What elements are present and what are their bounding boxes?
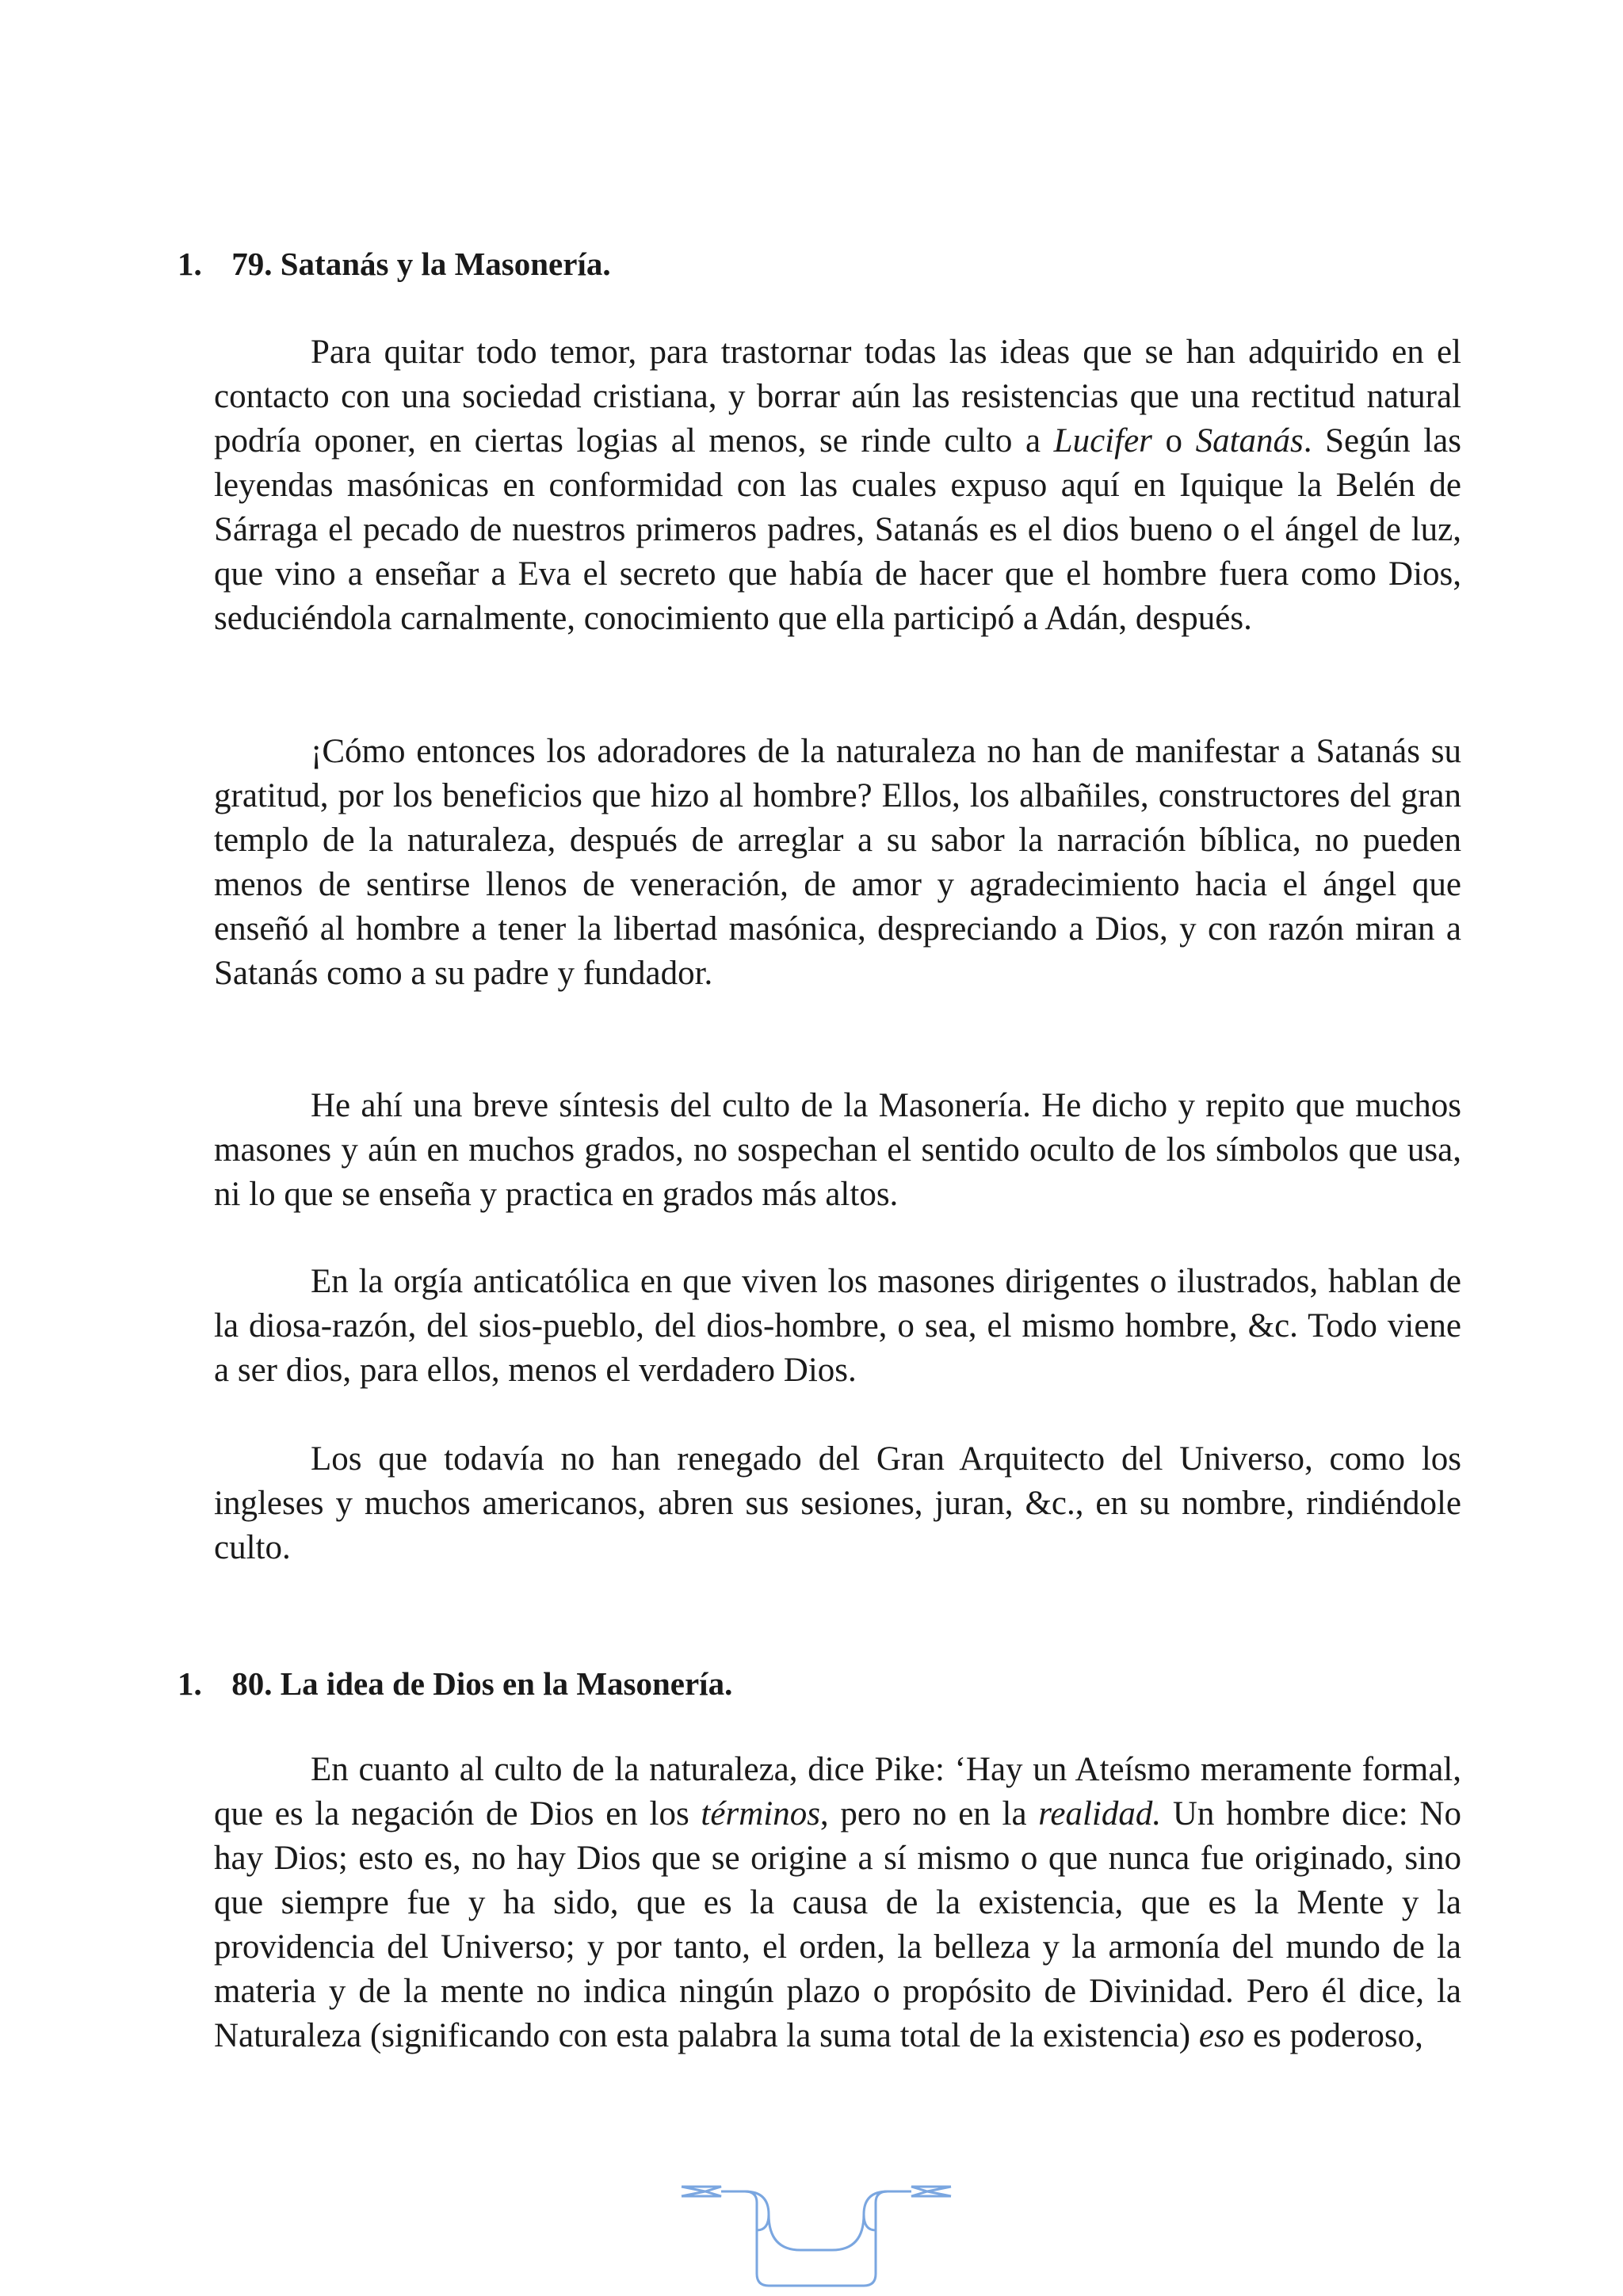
paragraph: ¡Cómo entonces los adoradores de la naturaleza no han de manifestar a Satanás su gratitud, por los beneficios que hizo al hombre? Ellos, los albañiles, constructores del gran templo de la naturaleza, después de arreglar a su sabor la narración bíblica, no pueden menos de sentirse llenos de veneración, de amor y agradecimiento hacia el ángel que enseñó al hombre a tener la libertad masónica, despreciando a Dios, y con razón miran a Satanás como a su padre y fundador.	[214, 733, 1461, 992]
italic-term: Satanás	[1195, 422, 1304, 460]
section-heading-80	[178, 1661, 1461, 1706]
italic-term: Lucifer	[1053, 422, 1152, 460]
paragraph-text: En cuanto al culto de la naturaleza, dice Pike: ‘Hay un Ateísmo meramente formal, que es la negación de Dios en los	[214, 1751, 1461, 1833]
paragraph	[214, 1748, 1461, 2058]
paragraph: En la orgía anticatólica en que viven los masones dirigentes o ilustrados, hablan de la diosa-razón, del sios-pueblo, del dios-hombre, o sea, el mismo hombre, &c. Todo viene a ser dios, para ellos, menos el verdadero Dios.	[214, 1263, 1461, 1389]
italic-term: realidad.	[1038, 1795, 1162, 1833]
section-number: 1.	[178, 1665, 202, 1702]
paragraph-text: o	[1151, 422, 1196, 460]
paragraph-text: Un hombre dice: No hay Dios; esto es, no hay Dios que se origine a sí mismo o que nunca fue originado, sino que siempre fue y ha sido, que es la causa de la existencia, que es la Mente y la providencia del Universo; y por tanto, el orden, la belleza y la armonía del mundo de la materia y de la mente no indica ningún plazo o propósito de Divinidad. Pero él dice, la Naturaleza (significando con esta palabra la suma total de la existencia)	[214, 1795, 1461, 2054]
paragraph-text: es poderoso,	[1244, 2017, 1423, 2054]
section-heading-79	[178, 242, 1461, 286]
italic-term: términos	[701, 1795, 820, 1833]
italic-term: eso	[1198, 2017, 1245, 2054]
page-number-ornament-icon	[674, 2171, 959, 2290]
paragraph-text: . Según las leyendas masónicas en conformidad con las cuales expuso aquí en Iquique la Belén de Sárraga el pecado de nuestros primeros padres, Satanás es el dios bueno o el ángel de luz, que vino a enseñar a Eva el secreto que había de hacer que el hombre fuera como Dios, seduciéndola carnalmente, conocimiento que ella participó a Adán, después.	[214, 422, 1461, 637]
section-title: 79. Satanás y la Masonería.	[231, 246, 611, 282]
paragraph: Los que todavía no han renegado del Gran Arquitecto del Universo, como los ingleses y muchos americanos, abren sus sesiones, juran, &c., en su nombre, rindiéndole culto.	[214, 1440, 1461, 1566]
section-title: 80. La idea de Dios en la Masonería.	[231, 1665, 733, 1702]
paragraph-text: , pero no en la	[819, 1795, 1039, 1833]
section-number: 1.	[178, 246, 202, 282]
paragraph	[214, 330, 1461, 641]
paragraph-text: Para quitar todo temor, para trastornar todas las ideas que se han adquirido en el contacto con una sociedad cristiana, y borrar aún las resistencias que una rectitud natural podría oponer, en ciertas logias al menos, se rinde culto a	[214, 334, 1461, 460]
paragraph: He ahí una breve síntesis del culto de la Masonería. He dicho y repito que muchos masones y aún en muchos grados, no sospechan el sentido oculto de los símbolos que usa, ni lo que se enseña y practica en grados más altos.	[214, 1087, 1461, 1213]
